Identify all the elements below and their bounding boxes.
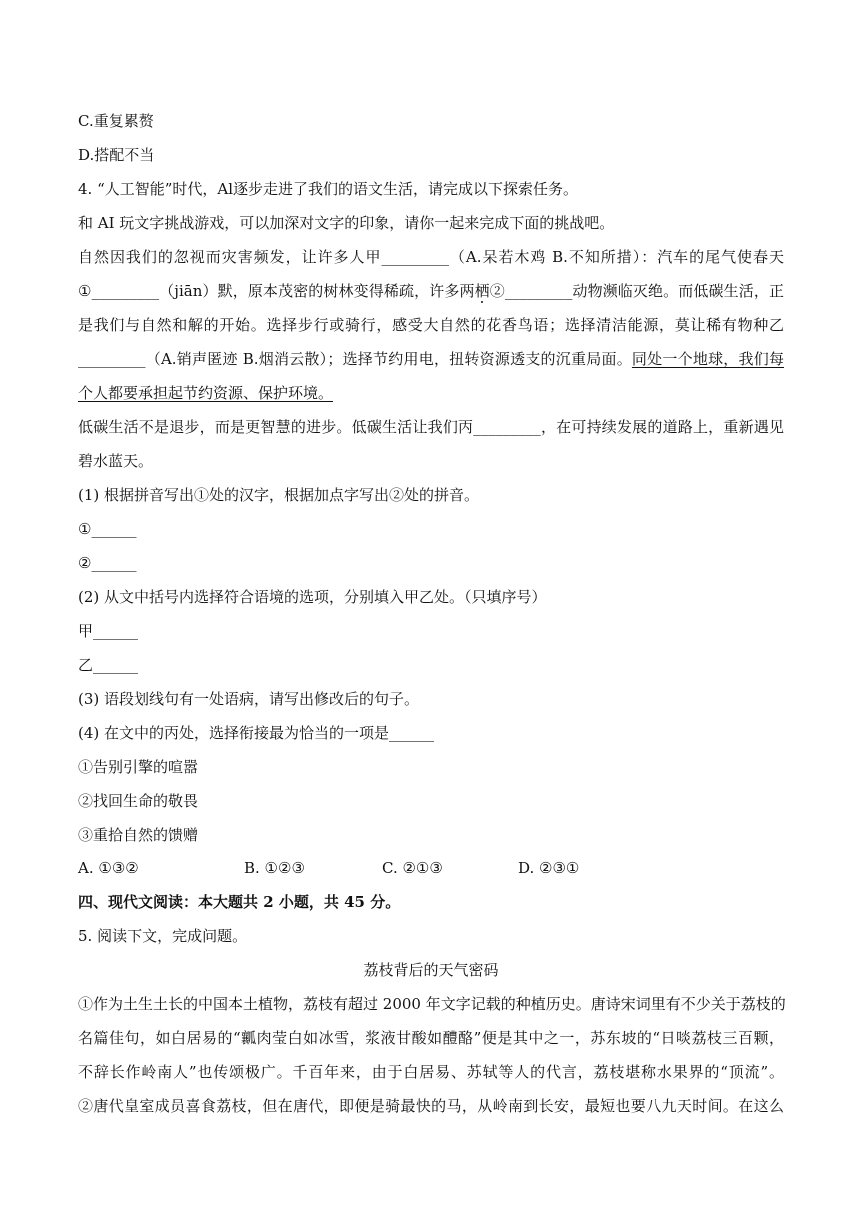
question-5-stem: 5. 阅读下文，完成问题。: [78, 927, 248, 945]
passage-line: 是我们与自然和解的开始。选择步行或骑行，感受大自然的花香鸟语；选择清洁能源，莫让稀有物种乙: [78, 316, 784, 334]
passage-text: ②_________动物濒临灭绝。而低碳生活，正: [489, 282, 784, 300]
passage-line: 低碳生活不是退步，而是更智慧的进步。低碳生活让我们丙_________，在可持续发展的道路上，重新遇见: [78, 418, 784, 436]
sub-question-1: (1) 根据拼音写出①处的汉字，根据加点字写出②处的拼音。: [78, 486, 480, 504]
underlined-sentence: 个人都要承担起节约资源、保护环境。: [78, 384, 334, 402]
article-paragraph-line: 不辞长作岭南人”也传颂极广。千百年来，由于白居易、苏轼等人的代言，荔枝堪称水果界的“顶流”。: [78, 1063, 784, 1081]
option-b: B. ①②③: [244, 859, 305, 877]
section-heading: 四、现代文阅读：本大题共 2 小题，共 45 分。: [78, 893, 401, 911]
passage-line: 碧水蓝天。: [78, 452, 154, 470]
passage-line: [78, 349, 784, 369]
dotted-character: 栖: [474, 282, 490, 300]
option-c: C. ②①③: [382, 859, 443, 877]
choice-item: ①告别引擎的喧嚣: [78, 758, 199, 776]
choice-item: ③重拾自然的馈赠: [78, 826, 199, 844]
option-d: D.搭配不当: [78, 146, 155, 164]
sub-question-2: (2) 从文中括号内选择符合语境的选项，分别填入甲乙处。（只填序号）: [78, 588, 547, 606]
sub-question-3: (3) 语段划线句有一处语病，请写出修改后的句子。: [78, 690, 420, 708]
passage-line: [78, 281, 784, 301]
passage-line: 自然因我们的忽视而灾害频发，让许多人甲_________（A.呆若木鸡 B.不知所措）：汽车的尾气使春天: [78, 248, 784, 266]
option-c: C.重复累赘: [78, 112, 154, 130]
answer-blank: ①______: [78, 520, 137, 538]
option-d: D. ②③①: [518, 859, 580, 877]
article-paragraph-line: 名篇佳句，如白居易的“瓤肉莹白如冰雪，浆液甘酸如醴酪”便是其中之一，苏东坡的“日啖荔枝三百颗，: [78, 1029, 784, 1047]
underlined-sentence: 同处一个地球，我们每: [631, 350, 784, 368]
answer-blank: 甲______: [78, 622, 139, 640]
article-title: 荔枝背后的天气密码: [363, 961, 499, 979]
task-intro: 和 AI 玩文字挑战游戏，可以加深对文字的印象，请你一起来完成下面的挑战吧。: [78, 214, 615, 232]
article-paragraph-line: ②唐代皇室成员喜食荔枝，但在唐代，即便是骑最快的马，从岭南到长安，最短也要八九天时间。在这么: [78, 1097, 784, 1115]
answer-blank: ②______: [78, 554, 137, 572]
choice-item: ②找回生命的敬畏: [78, 792, 199, 810]
passage-text: _________（A.销声匿迹 B.烟消云散）；选择节约用电，扭转资源透支的沉重局面。: [78, 350, 632, 368]
option-a: A. ①③②: [78, 859, 139, 877]
sub-question-4: (4) 在文中的丙处，选择衔接最为恰当的一项是______: [78, 724, 435, 742]
article-paragraph-line: ①作为土生土长的中国本土植物，荔枝有超过 2000 年文字记载的种植历史。唐诗宋词里有不少关于荔枝的: [78, 995, 786, 1013]
passage-text: ①_________（jiān）默，原本茂密的树林变得稀疏，许多两: [78, 282, 475, 300]
answer-blank: 乙______: [78, 656, 139, 674]
passage-line: [78, 383, 784, 403]
question-4-stem: 4. “人工智能”时代，Al逐步走进了我们的语文生活，请完成以下探索任务。: [78, 180, 579, 198]
